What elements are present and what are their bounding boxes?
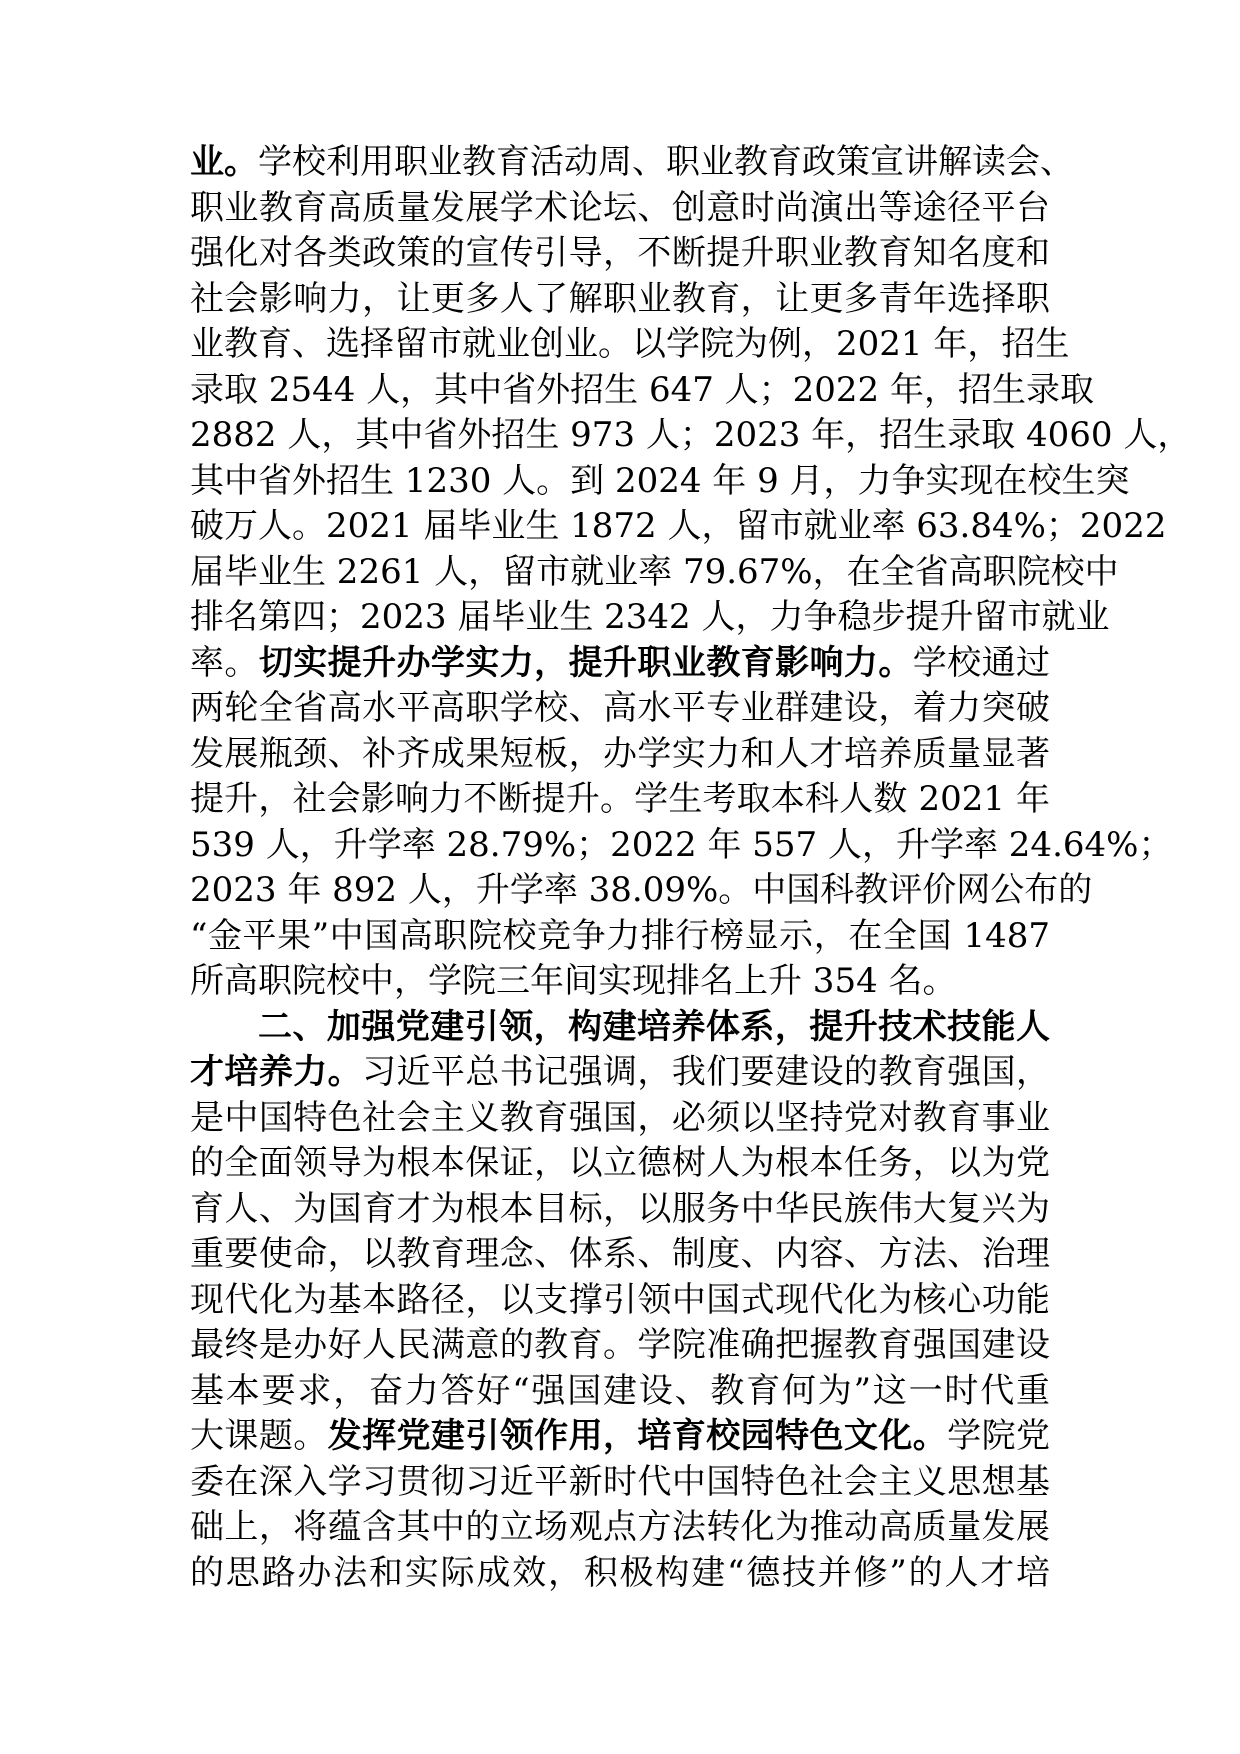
text-segment: 破万人。2021 届毕业生 1872 人，留市就业率 63.84%；2022: [190, 506, 1167, 546]
text-line: [190, 1050, 1050, 1096]
text-line: [190, 641, 1050, 687]
text-line: [190, 504, 1167, 550]
bold-text-segment: 切实提升办学实力，提升职业教育影响力。: [258, 642, 913, 683]
text-line: [190, 1551, 1050, 1597]
text-segment: 习近平总书记强调，我们要建设的教育强国，: [362, 1052, 1051, 1092]
text-segment: 的全面领导为根本保证，以立德树人为根本任务，以为党: [190, 1143, 1050, 1183]
text-line: [190, 1141, 1050, 1187]
text-line: [190, 823, 1173, 869]
text-segment: 重要使命，以教育理念、体系、制度、内容、方法、治理: [190, 1234, 1050, 1274]
text-segment: 其中省外招生 1230 人。到 2024 年 9 月，力争实现在校生突: [190, 460, 1130, 501]
text-segment: 育人、为国育才为根本目标，以服务中华民族伟大复兴为: [190, 1188, 1050, 1229]
text-segment: 排名第四；2023 届毕业生 2342 人，力争稳步提升留市就业: [190, 597, 1110, 637]
text-segment: 2023 年 892 人，升学率 38.09%。中国科教评价网公布的: [190, 870, 1093, 910]
text-segment: 业教育、选择留市就业创业。以学院为例，2021 年，招生: [190, 324, 1070, 364]
text-line: [190, 1369, 1050, 1415]
text-line: [190, 1187, 1050, 1233]
text-line: [190, 1096, 1050, 1142]
text-segment: 基本要求，奋力答好“强国建设、教育何为”这一时代重: [190, 1370, 1050, 1411]
text-segment: “金平果”中国高职院校竞争力排行榜显示，在全国 1487: [190, 915, 1050, 956]
text-line: [190, 277, 1050, 323]
text-segment: 率。: [190, 642, 259, 683]
text-segment: 大课题。: [190, 1416, 328, 1456]
text-line: [190, 459, 1130, 505]
bold-text-segment: 才培养力。: [190, 1052, 363, 1092]
bold-text-segment: 发挥党建引领作用，培育校园特色文化。: [327, 1416, 948, 1456]
text-line: [190, 413, 1192, 459]
text-segment: 发展瓶颈、补齐成果短板，办学实力和人才培养质量显著: [190, 733, 1050, 774]
text-line: [190, 1232, 1050, 1278]
text-line: [190, 914, 1050, 960]
text-segment: 职业教育高质量发展学术论坛、创意时尚演出等途径平台: [190, 187, 1050, 228]
text-line: [190, 732, 1050, 778]
text-segment: 录取 2544 人，其中省外招生 647 人；2022 年，招生录取: [190, 369, 1094, 410]
text-segment: 539 人，升学率 28.79%；2022 年 557 人，升学率 24.64%；: [190, 824, 1173, 865]
text-line: [190, 1460, 1050, 1506]
text-segment: 是中国特色社会主义教育强国，必须以坚持党对教育事业: [190, 1097, 1050, 1138]
text-segment: 社会影响力，让更多人了解职业教育，让更多青年选择职: [190, 278, 1050, 319]
text-segment: 两轮全省高水平高职学校、高水平专业群建设，着力突破: [190, 688, 1050, 728]
text-line: [190, 1505, 1050, 1551]
text-segment: 所高职院校中，学院三年间实现排名上升 354 名。: [190, 961, 957, 1001]
text-segment: 2882 人，其中省外招生 973 人；2023 年，招生录取 4060 人，: [190, 415, 1192, 455]
text-segment: 委在深入学习贯彻习近平新时代中国特色社会主义思想基: [190, 1461, 1050, 1502]
text-line: [190, 686, 1050, 732]
text-line: [190, 595, 1110, 641]
text-line: [190, 1414, 1050, 1460]
text-line: [190, 868, 1093, 914]
text-segment: 学院党: [947, 1416, 1051, 1456]
text-segment: 强化对各类政策的宣传引导，不断提升职业教育知名度和: [190, 233, 1050, 273]
text-line: [190, 1278, 1050, 1324]
document-page: [190, 140, 1192, 1596]
text-segment: 现代化为基本路径，以支撑引领中国式现代化为核心功能: [190, 1279, 1050, 1320]
text-segment: 提升，社会影响力不断提升。学生考取本科人数 2021 年: [190, 779, 1050, 819]
text-line: [190, 368, 1094, 414]
text-line: [190, 550, 1119, 596]
text-line: [190, 140, 1074, 186]
text-line: [190, 1323, 1050, 1369]
text-line: [190, 186, 1050, 232]
text-line: [190, 959, 1050, 1005]
text-line: [190, 231, 1050, 277]
bold-text-segment: 二、加强党建引领，构建培养体系，提升技术技能人: [258, 1006, 1050, 1047]
text-line: [190, 1005, 1050, 1051]
text-segment: 学校通过: [912, 642, 1051, 683]
text-line: [190, 777, 1050, 823]
text-segment: 届毕业生 2261 人，留市就业率 79.67%，在全省高职院校中: [190, 551, 1119, 592]
text-line: [190, 322, 1070, 368]
text-segment: 础上，将蕴含其中的立场观点方法转化为推动高质量发展: [190, 1507, 1050, 1547]
bold-text-segment: 业。: [190, 142, 258, 182]
text-segment: 学校利用职业教育活动周、职业教育政策宣讲解读会、: [258, 142, 1074, 182]
text-segment: 最终是办好人民满意的教育。学院准确把握教育强国建设: [190, 1325, 1050, 1365]
text-segment: 的思路办法和实际成效，积极构建“德技并修”的人才培: [190, 1552, 1050, 1593]
